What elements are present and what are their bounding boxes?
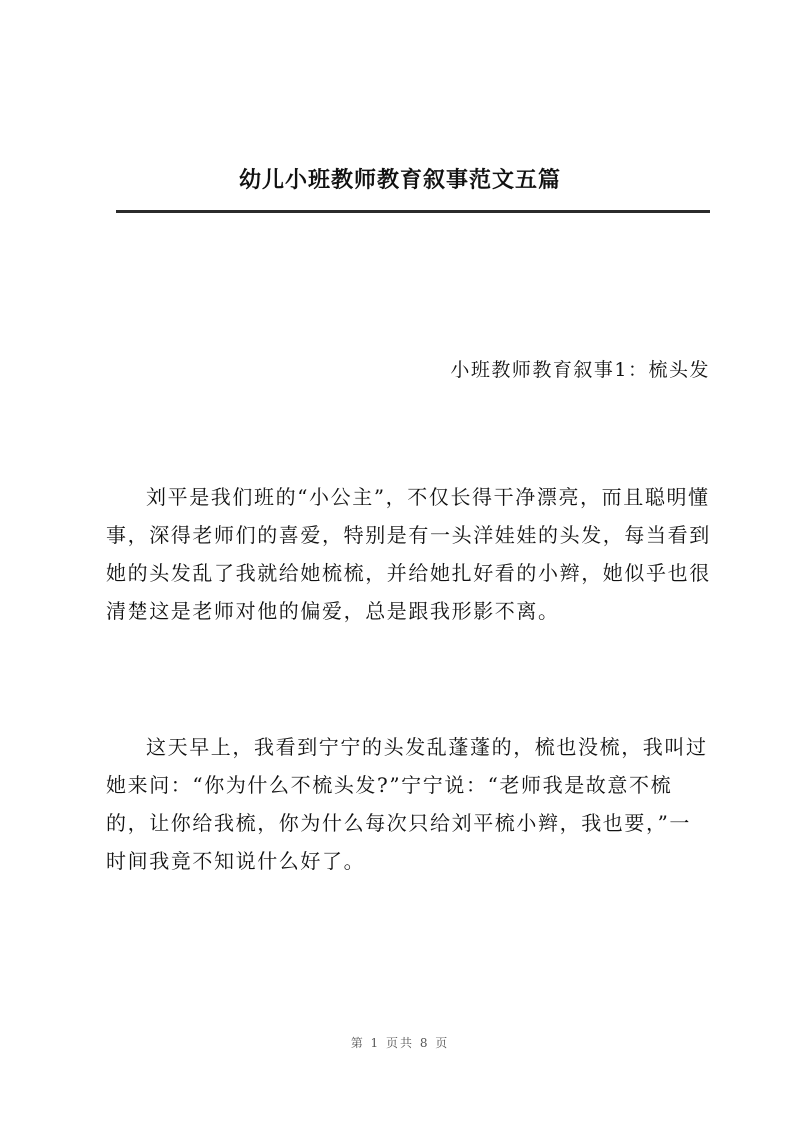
section-heading: 小班教师教育叙事1：梳头发 <box>450 359 710 381</box>
page-footer: 第 1 页共 8 页 <box>350 1036 450 1050</box>
paragraph-2: 这天早上，我看到宁宁的头发乱蓬蓬的，梳也没梳，我叫过她来问：“你为什么不梳头发?”宁宁说：“老师我是故意不梳的，让你给我梳，你为什么每次只给刘平梳小辫，我也要，”一时间我竟不知说什么好了。 <box>106 735 708 873</box>
document-title: 幼儿小班教师教育叙事范文五篇 <box>238 167 561 193</box>
paragraph-1: 刘平是我们班的“小公主”，不仅长得干净漂亮，而且聪明懂事，深得老师们的喜爱，特别是有一头洋娃娃的头发，每当看到她的头发乱了我就给她梳梳，并给她扎好看的小辫，她似乎也很清楚这是老师对他的偏爱，总是跟我形影不离。 <box>106 485 711 623</box>
title-underline <box>116 210 710 213</box>
